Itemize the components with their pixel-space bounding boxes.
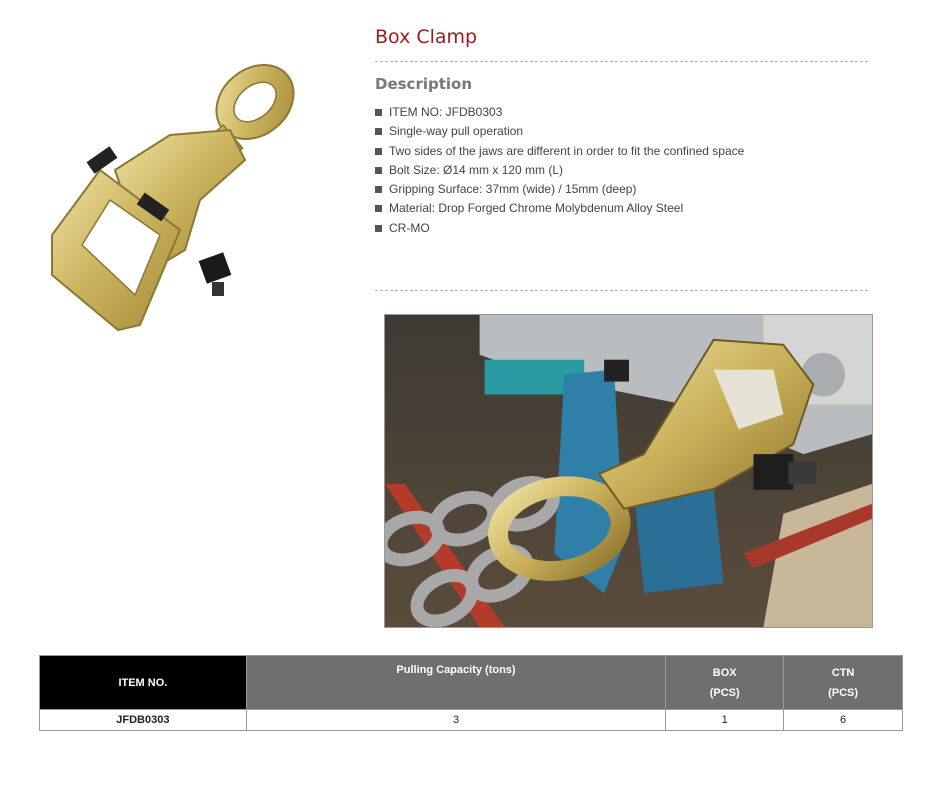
spec-item (375, 199, 744, 218)
square-bullet-icon (375, 148, 382, 155)
spec-item (375, 219, 744, 238)
spec-item (375, 122, 744, 141)
header-pulling-capacity: Pulling Capacity (tons) (246, 656, 665, 710)
usage-photo (384, 314, 873, 628)
spec-item-text: Bolt Size: Ø14 mm x 120 mm (L) (389, 162, 564, 177)
product-image (40, 60, 315, 335)
header-ctn-line1: CTN (831, 666, 855, 679)
cell-pulling-capacity: 3 (246, 710, 665, 731)
photo-divider (375, 290, 868, 291)
spec-item (375, 142, 744, 161)
header-box-line1: BOX (712, 666, 737, 679)
spec-item-text: Gripping Surface: 37mm (wide) / 15mm (deep) (389, 182, 637, 197)
spec-item (375, 161, 744, 180)
header-box (666, 656, 784, 710)
square-bullet-icon (375, 109, 382, 116)
square-bullet-icon (375, 167, 382, 174)
spec-item-text: CR-MO (389, 220, 430, 235)
spec-item-text: Single-way pull operation (389, 124, 524, 139)
spec-item-text: ITEM NO: JFDB0303 (389, 105, 503, 119)
spec-item-text: Material: Drop Forged Chrome Molybdenum Alloy Steel (389, 201, 684, 216)
square-bullet-icon (375, 186, 382, 193)
box-clamp-in-use-icon (385, 315, 872, 627)
title-divider (375, 61, 868, 62)
header-item-no: ITEM NO. (40, 656, 247, 710)
table-row (40, 710, 903, 731)
spec-item (375, 180, 744, 199)
description-heading: Description (375, 75, 473, 93)
product-title: Box Clamp (375, 26, 478, 48)
square-bullet-icon (375, 225, 382, 232)
box-clamp-icon (40, 60, 315, 335)
spec-table (39, 655, 903, 731)
header-ctn-line2: (PCS) (828, 686, 859, 699)
square-bullet-icon (375, 128, 382, 135)
cell-item-no: JFDB0303 (40, 710, 247, 731)
spec-item (375, 103, 744, 122)
spec-item-text: Two sides of the jaws are different in order to fit the confined space (389, 143, 745, 158)
header-ctn (784, 656, 903, 710)
table-header-row (40, 656, 903, 710)
header-box-line2: (PCS) (709, 686, 740, 699)
cell-box: 1 (666, 710, 784, 731)
spec-list (375, 103, 744, 238)
square-bullet-icon (375, 205, 382, 212)
cell-ctn: 6 (784, 710, 903, 731)
